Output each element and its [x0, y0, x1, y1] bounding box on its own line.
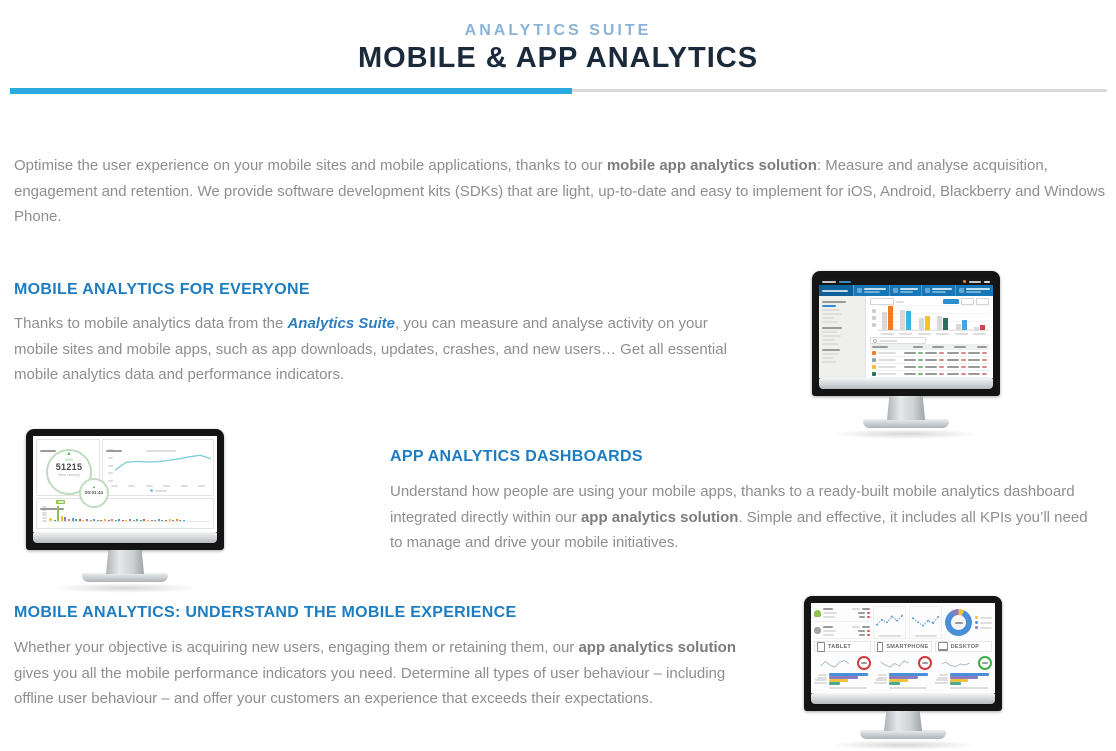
para-text: Whether your objective is acquiring new users, engaging them or retaining them, our	[14, 639, 579, 656]
device-label: DESKTOP	[950, 643, 980, 650]
bar	[925, 316, 930, 330]
kpi-icon	[959, 288, 964, 293]
big-gauge: ▲ 85% 51215 New user(s)	[46, 449, 92, 495]
device-column-desktop	[935, 654, 992, 690]
intro-paragraph	[14, 153, 1106, 230]
spark-bar	[140, 520, 142, 521]
device-gauge	[857, 656, 871, 670]
x-label	[881, 333, 894, 335]
monitor-device-dashboard	[804, 596, 1002, 750]
bar-shadow	[937, 316, 942, 330]
device-column-smartphone	[874, 654, 931, 690]
legend-dot	[975, 621, 978, 624]
row-icon	[872, 365, 876, 369]
legend-dot	[150, 489, 153, 492]
x-label	[973, 333, 986, 335]
section-heading-mobile-analytics: MOBILE ANALYTICS FOR EVERYONE	[14, 281, 310, 298]
dashboard-logo	[822, 281, 836, 283]
monitor-bezel	[26, 429, 224, 550]
table-cell	[966, 366, 987, 368]
spark-bar	[147, 520, 149, 521]
table-row	[870, 350, 989, 357]
para-text: Understand how people are using your mobile apps, thanks to a ready-built mobile analytics dashboard integrated directly within our	[390, 483, 1075, 526]
intro-text-after: : Measure and analyse acquisition, engagement and retention. We provide software development kits (SDKs) that are light, up-to-date and easy to implement for iOS, Android, Blackberry and Windows Phone.	[14, 157, 1106, 225]
hbar-axis	[814, 686, 871, 690]
spark-bar	[49, 518, 52, 521]
hbar	[829, 682, 840, 685]
bar-group	[882, 305, 893, 330]
bar-shadow	[882, 312, 887, 330]
table-cell	[902, 359, 923, 361]
kpi-tile	[955, 285, 993, 296]
spark-bar	[136, 519, 138, 521]
d3-mini-svg-0	[875, 608, 904, 634]
negative-delta	[867, 630, 870, 632]
data-table	[870, 344, 989, 378]
monitor-bar-dashboard	[812, 271, 1000, 439]
time-gauge-value: 00:01:44	[84, 490, 103, 495]
spark-bar	[82, 520, 84, 522]
page-title: MOBILE & APP ANALYTICS	[357, 42, 759, 74]
monitor-gauge-dashboard	[26, 429, 224, 593]
kpi-nav-bar	[819, 285, 993, 296]
spark-bar	[179, 520, 181, 521]
d2-spark-bars	[49, 506, 210, 522]
spark-bar	[129, 519, 131, 521]
bar-group	[956, 305, 967, 330]
spark-bar	[118, 519, 120, 521]
os-share-donut-panel	[945, 606, 992, 639]
toolbar-label	[896, 301, 904, 303]
hbar-axis	[935, 686, 992, 690]
monitor-chin	[811, 693, 995, 704]
spark-bar	[68, 519, 70, 521]
bar	[888, 306, 893, 330]
intro-text: Optimise the user experience on your mobile sites and mobile applications, thanks to our	[14, 157, 607, 174]
mini-trend-chart-2	[909, 606, 942, 639]
bar-group	[900, 305, 911, 330]
bar	[980, 325, 985, 330]
gauge-dashboard	[33, 436, 217, 532]
spike-value-label	[56, 500, 65, 504]
d3-mini-svg-1	[911, 608, 940, 634]
table-cell	[923, 373, 944, 375]
table-cell	[902, 373, 923, 375]
row-icon	[872, 372, 876, 376]
bar	[943, 318, 948, 330]
kpi-tile	[921, 285, 955, 296]
spark-bar	[183, 520, 185, 521]
header-divider	[10, 88, 1107, 94]
intro-bold: mobile app analytics solution	[606, 157, 817, 174]
smartphone-icon	[877, 642, 883, 652]
spark-bar	[154, 520, 156, 521]
search-input	[870, 337, 926, 344]
bar	[962, 320, 967, 330]
section-paragraph-3	[14, 635, 750, 712]
monitor-chin	[819, 378, 993, 389]
new-users-gauge-panel	[36, 439, 103, 496]
section-heading-app-dashboards: APP ANALYTICS DASHBOARDS	[390, 448, 643, 465]
device-column-tablet	[814, 654, 871, 690]
para-bold: app analytics solution	[580, 508, 739, 526]
search-icon	[873, 339, 877, 343]
negative-delta	[867, 634, 870, 636]
section-paragraph-2	[390, 479, 1094, 556]
monitor-shadow	[831, 429, 981, 439]
spark-bar	[111, 519, 113, 521]
dashboard-sidebar	[819, 296, 866, 378]
device-header-tablet	[814, 641, 871, 652]
monitor-neck	[106, 550, 144, 574]
d3-device-headers	[814, 641, 992, 652]
bar-shadow	[956, 324, 961, 330]
table-cell	[923, 366, 944, 368]
kpi-icon	[857, 288, 862, 293]
device-label: TABLET	[828, 643, 852, 650]
monitor-chin	[33, 532, 217, 543]
spark-bar	[79, 519, 81, 521]
x-label	[918, 333, 931, 335]
spark-bar	[72, 518, 74, 521]
analytics-suite-link[interactable]: Analytics Suite	[287, 315, 396, 332]
android-icon	[814, 610, 821, 617]
spark-bar	[100, 520, 102, 521]
hbar	[950, 682, 961, 685]
spark-bar	[104, 519, 106, 521]
table-search-row	[870, 337, 989, 344]
monitor-shadow	[828, 740, 978, 750]
big-gauge-label: New user(s)	[58, 472, 80, 477]
table-cell	[923, 352, 944, 354]
up-arrow-icon: ▲	[92, 484, 96, 489]
big-gauge-value: 51215	[55, 462, 83, 472]
spark-bar	[115, 520, 117, 521]
device-spark-svg	[874, 656, 915, 671]
bar	[906, 311, 911, 330]
spark-bar	[61, 516, 63, 521]
bar-shadow	[974, 327, 979, 330]
spark-bar	[165, 520, 167, 521]
dashboard-title-tile	[819, 285, 853, 296]
spark-bar	[143, 519, 145, 521]
device-hbar-chart	[935, 673, 992, 685]
spark-bar	[122, 520, 124, 521]
spark-bar	[75, 519, 77, 521]
topbar-icons	[984, 281, 990, 283]
monitor-shadow	[50, 583, 200, 593]
negative-delta	[867, 612, 870, 614]
spark-bar	[158, 519, 160, 521]
chart-type-icons	[870, 305, 878, 337]
tablet-icon	[817, 642, 825, 652]
device-spark-svg	[814, 656, 855, 671]
d3-device-columns	[814, 654, 992, 690]
x-label	[899, 333, 912, 335]
export-button	[976, 298, 989, 305]
bar-group	[937, 305, 948, 330]
table-cell	[902, 352, 923, 354]
device-trend	[814, 654, 871, 672]
spark-bar	[108, 520, 110, 521]
device-hbar-chart	[814, 673, 871, 685]
device-header-smartphone	[874, 641, 931, 652]
monitor-bezel	[804, 596, 1002, 711]
d3-donut-legend	[975, 616, 992, 629]
table-cell	[944, 366, 965, 368]
spark-bar	[151, 520, 153, 522]
monitor-base	[860, 730, 946, 739]
monitor-screen	[811, 603, 995, 693]
device-label: SMARTPHONE	[886, 643, 929, 650]
spark-bar	[161, 520, 163, 521]
up-arrow-icon: ▲	[66, 451, 72, 457]
topbar-breadcrumb	[839, 281, 851, 283]
x-label	[936, 333, 949, 335]
spark-bar	[54, 520, 56, 521]
kpi-tile	[889, 285, 921, 296]
bar-shadow	[900, 310, 905, 330]
table-cell	[923, 359, 944, 361]
section-paragraph-1	[14, 311, 730, 388]
period-select	[870, 298, 894, 305]
time-gauge	[79, 478, 109, 508]
monitor-screen	[33, 436, 217, 532]
primary-view-button	[943, 299, 959, 304]
spark-bar	[169, 519, 171, 521]
table-cell	[944, 359, 965, 361]
android-stats	[814, 606, 870, 622]
device-gauge	[918, 656, 932, 670]
user-name	[969, 281, 981, 283]
divider-line	[572, 89, 1107, 92]
bar-dashboard	[819, 278, 993, 378]
spark-bar	[172, 520, 174, 521]
monitor-base	[863, 419, 949, 428]
daily-bars-panel	[36, 498, 214, 529]
device-spark-svg	[935, 656, 976, 671]
para-text-after: . Simple and effective, it includes all KPIs you’ll need to manage and drive your mobile initiatives.	[390, 508, 1088, 551]
hbar-row	[874, 682, 931, 685]
apple-icon	[814, 627, 821, 634]
spark-bar	[97, 520, 99, 522]
para-bold: app analytics solution	[578, 639, 736, 656]
row-icon	[872, 358, 876, 362]
table-row	[870, 364, 989, 371]
dashboard-topbar	[819, 278, 993, 285]
device-hbar-chart	[874, 673, 931, 685]
device-trend	[874, 654, 931, 672]
para-text-after: , you can measure and analyse activity on your mobile sites and mobile apps, such as app downloads, updates, crashes, and new users… Get all essential mobile analytics data and performance indicators.	[14, 315, 727, 383]
kpi-icon	[925, 288, 930, 293]
device-dashboard	[811, 603, 995, 693]
d3-donut	[945, 609, 972, 636]
device-header-desktop	[935, 641, 992, 652]
device-gauge	[978, 656, 992, 670]
hbar-row	[814, 682, 871, 685]
table-cell	[966, 352, 987, 354]
bar-group	[974, 305, 985, 330]
monitor-base	[82, 573, 168, 582]
bar-shadow	[919, 318, 924, 330]
section-heading-mobile-experience: MOBILE ANALYTICS: UNDERSTAND THE MOBILE EXPERIENCE	[14, 604, 517, 621]
suite-eyebrow: ANALYTICS SUITE	[464, 22, 652, 39]
spark-bar	[133, 520, 135, 521]
table-row	[870, 357, 989, 364]
x-label	[955, 333, 968, 335]
monitor-screen	[819, 278, 993, 378]
para-text: Thanks to mobile analytics data from the	[14, 315, 288, 332]
spark-bar	[93, 519, 95, 521]
spark-bar	[125, 520, 127, 522]
negative-delta	[867, 616, 870, 618]
monitor-bezel	[812, 271, 1000, 396]
table-cell	[966, 373, 987, 375]
bar-group	[919, 305, 930, 330]
divider-accent	[10, 88, 572, 94]
hbar-row	[935, 682, 992, 685]
ios-stats	[814, 624, 870, 640]
kpi-icon	[893, 288, 898, 293]
spark-bar	[86, 519, 88, 521]
legend-item	[975, 616, 992, 619]
table-cell	[902, 366, 923, 368]
legend-dot	[975, 616, 978, 619]
spark-bar	[90, 520, 92, 521]
d1-bar-chart	[878, 305, 989, 331]
monitor-neck	[887, 396, 925, 420]
para-text-after: gives you all the mobile performance indicators you need. Determine all types of user behaviour – including offline user behaviour – and offer your customers an experience that exceeds their expectations.	[14, 664, 726, 707]
table-cell	[944, 352, 965, 354]
hbar	[889, 682, 900, 685]
device-trend	[935, 654, 992, 672]
monitor-neck	[884, 711, 922, 731]
hbar-axis	[874, 686, 931, 690]
legend-item	[975, 626, 992, 629]
legend-item	[975, 621, 992, 624]
table-row	[870, 371, 989, 378]
chart-toolbar	[870, 298, 989, 305]
secondary-view-button	[961, 298, 974, 305]
spark-bar	[57, 506, 59, 521]
table-cell	[944, 373, 965, 375]
mini-trend-chart-1	[873, 606, 906, 639]
kpi-tile	[853, 285, 889, 296]
row-icon	[872, 351, 876, 355]
user-avatar	[963, 280, 966, 283]
spark-bar	[64, 517, 66, 521]
spark-bar	[176, 519, 178, 521]
trend-line-panel	[102, 439, 214, 496]
legend-dot	[975, 626, 978, 629]
d1-table-rows	[870, 350, 989, 378]
table-cell	[966, 359, 987, 361]
desktop-icon	[938, 642, 948, 651]
